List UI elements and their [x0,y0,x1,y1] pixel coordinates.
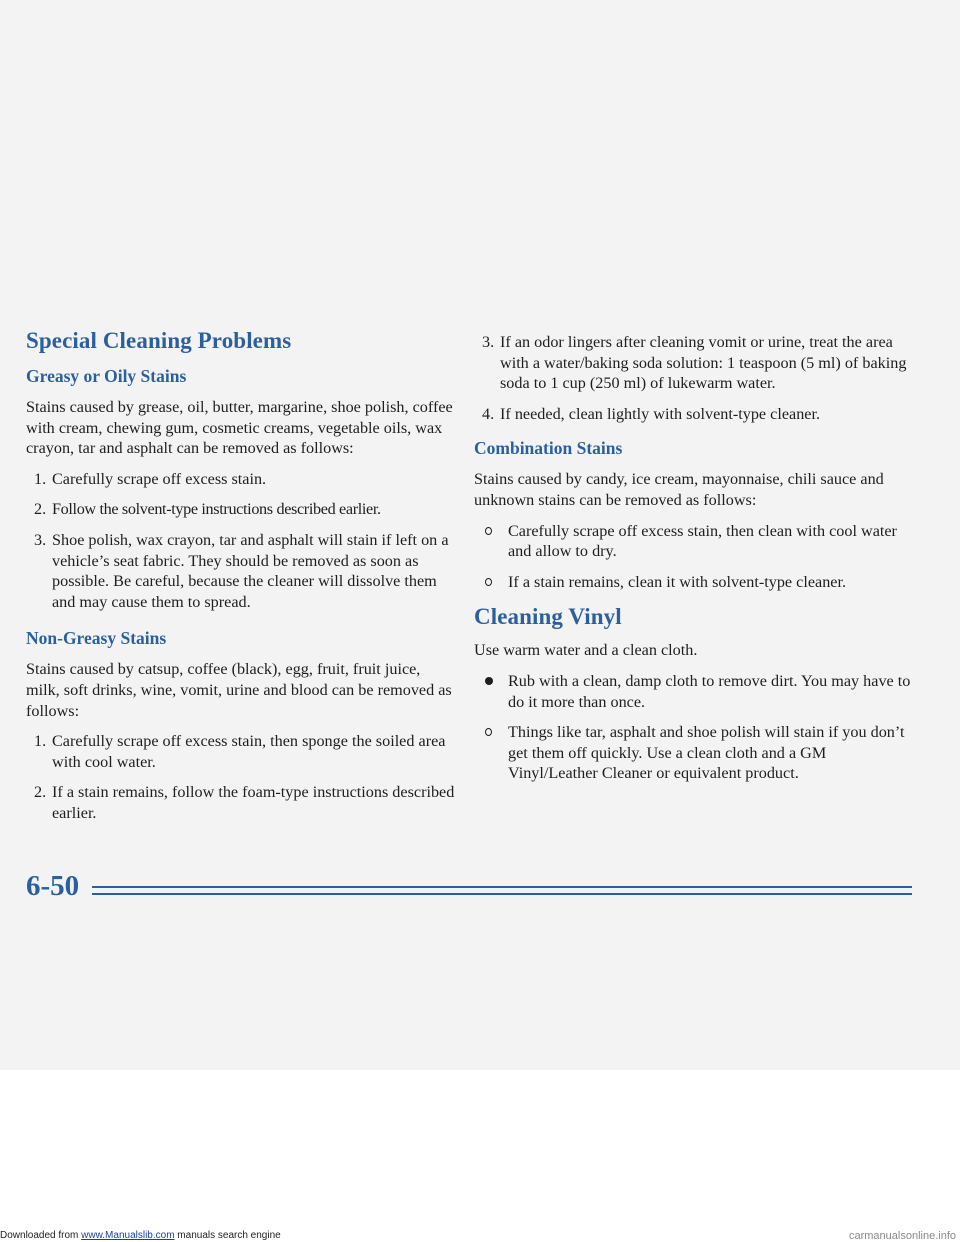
non-greasy-intro: Stains caused by catsup, coffee (black), egg, fruit, fruit juice, milk, soft drinks, wine, vomit, urine and blood can be removed as follows: [26,660,452,720]
list-item: 2. Follow the solvent-type instructions described earlier. [34,500,381,519]
list-item: Rub with a clean, damp cloth to remove dirt. You may have to do it more than once. [474,671,914,712]
vinyl-bullets [474,671,914,784]
page-number: 6-50 [26,870,80,902]
footer-rule [92,886,912,888]
list-item: If a stain remains, clean it with solvent-type cleaner. [474,572,914,593]
list-item: 2. If a stain remains, follow the foam-type instructions described earlier. [34,783,455,822]
manualslib-link[interactable]: www.Manualslib.com [81,1230,175,1241]
list-item: 3. If an odor lingers after cleaning vomit or urine, treat the area with a water/baking soda solution: 1 teaspoon (5 ml) of baking soda to 1 cup (250 ml) of lukewarm water. [482,333,907,393]
bullet-icon [485,578,492,586]
list-item: 1. Carefully scrape off excess stain. [34,469,267,488]
section-title-special-cleaning: Special Cleaning Problems [26,328,292,353]
section-title-cleaning-vinyl: Cleaning Vinyl [474,604,622,630]
bullet-icon [485,677,493,685]
list-item: 1. Carefully scrape off excess stain, then sponge the soiled area with cool water. [34,732,446,771]
combination-intro: Stains caused by candy, ice cream, mayonnaise, chili sauce and unknown stains can be removed as follows: [474,470,884,509]
watermark: carmanualsonline.info [848,1230,956,1242]
vinyl-intro: Use warm water and a clean cloth. [474,641,698,660]
combination-bullets [474,521,914,593]
continued-steps [474,332,914,424]
non-greasy-steps [26,731,456,823]
list-item: 4. If needed, clean lightly with solvent-type cleaner. [482,404,821,423]
heading-non-greasy-stains: Non-Greasy Stains [26,628,167,649]
list-item: Carefully scrape off excess stain, then clean with cool water and allow to dry. [474,521,914,562]
heading-combination-stains: Combination Stains [474,438,623,459]
footer-rule [92,893,912,895]
bullet-icon [485,527,492,535]
list-item: 3. Shoe polish, wax crayon, tar and asphalt will stain if left on a vehicle’s seat fabric. They should be removed as soon as possible. Be careful, because the cleaner will dissolve them and may cause them to spread. [34,530,449,611]
download-banner: Downloaded from www.Manualslib.com manuals search engine [0,1230,960,1242]
list-item: Things like tar, asphalt and shoe polish will stain if you don’t get them off quickly. Use a clean cloth and a GM Vinyl/Leather Cleaner or equivalent product. [474,722,914,784]
right-column [474,332,914,794]
bullet-icon [485,728,492,736]
left-column [26,328,456,834]
heading-greasy-stains: Greasy or Oily Stains [26,366,187,386]
greasy-steps [26,469,456,613]
greasy-intro: Stains caused by grease, oil, butter, margarine, shoe polish, coffee with cream, chewing gum, cosmetic creams, vegetable oils, wax crayon, tar and asphalt can be removed as follows: [26,398,453,458]
